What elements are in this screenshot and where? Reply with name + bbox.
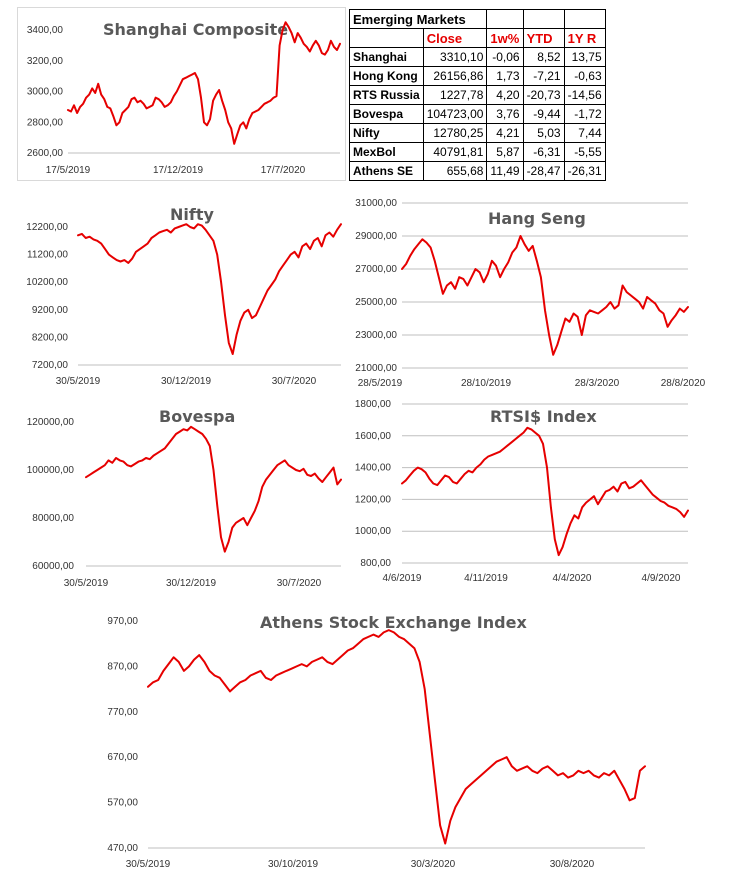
1w-value: 4,21 (487, 124, 523, 143)
1y-return-value: -5,55 (564, 143, 605, 162)
table-header-row (350, 29, 606, 48)
1w-value: 5,87 (487, 143, 523, 162)
y-tick-label: 970,00 (107, 616, 138, 627)
shanghai-title: Shanghai Composite (103, 20, 289, 39)
table-row (350, 162, 606, 181)
ytd-value: -28,47 (523, 162, 564, 181)
1y-return-value: -1,72 (564, 105, 605, 124)
hangseng-series-line (402, 236, 688, 355)
1w-value: -0,06 (487, 48, 523, 67)
athens-title: Athens Stock Exchange Index (260, 613, 527, 632)
x-tick-label: 30/3/2020 (410, 859, 456, 870)
y-tick-label: 770,00 (107, 706, 138, 718)
close-value: 655,68 (423, 162, 487, 181)
table-row (350, 143, 606, 162)
x-tick-label: 30/5/2019 (63, 578, 109, 589)
athens-plot (100, 605, 660, 885)
1w-value: 4,20 (487, 86, 523, 105)
y-tick-label: 11200,00 (27, 249, 68, 261)
y-tick-label: 3000,00 (26, 86, 63, 98)
market-name: RTS Russia (350, 86, 424, 105)
y-tick-label: 3200,00 (26, 55, 63, 67)
y-tick-label: 10200,00 (26, 277, 68, 289)
table-empty-cell (564, 10, 605, 29)
rtsi-title: RTSI$ Index (490, 407, 597, 426)
y-tick-label: 120000,00 (26, 417, 74, 428)
table-empty-cell (487, 10, 523, 29)
market-name: Bovespa (350, 105, 424, 124)
1y-return-value: -14,56 (564, 86, 605, 105)
athens-series-line (148, 630, 645, 843)
x-tick-label: 30/10/2019 (267, 859, 319, 870)
ytd-value: -6,31 (523, 143, 564, 162)
y-tick-label: 12200,00 (26, 222, 68, 233)
rtsi-chart (350, 395, 695, 590)
hangseng-chart (350, 195, 706, 390)
ytd-value: 8,52 (523, 48, 564, 67)
bovespa-title: Bovespa (159, 407, 236, 426)
y-tick-label: 1000,00 (354, 526, 391, 538)
y-tick-label: 21000,00 (355, 363, 397, 374)
market-name: Hong Kong (350, 67, 424, 86)
close-value: 40791,81 (423, 143, 487, 162)
1w-value: 1,73 (487, 67, 523, 86)
y-tick-label: 670,00 (107, 752, 138, 764)
bovespa-plot (18, 400, 348, 592)
table-row (350, 86, 606, 105)
x-tick-label: 30/12/2019 (160, 376, 212, 387)
ytd-value: 5,03 (523, 124, 564, 143)
x-tick-label: 4/11/2019 (464, 573, 508, 584)
x-tick-label: 17/12/2019 (152, 165, 204, 176)
market-name: MexBol (350, 143, 424, 162)
market-name: Shanghai (350, 48, 424, 67)
nifty-title: Nifty (170, 205, 214, 224)
close-value: 3310,10 (423, 48, 487, 67)
table-empty-cell (350, 29, 424, 48)
header-1y-return: 1Y R (564, 29, 605, 48)
y-tick-label: 2600,00 (26, 148, 63, 159)
y-tick-label: 1600,00 (354, 430, 391, 442)
y-tick-label: 470,00 (107, 843, 138, 854)
emerging-markets-table (349, 9, 606, 181)
nifty-chart (18, 200, 348, 390)
table-row (350, 105, 606, 124)
header-ytd: YTD (523, 29, 564, 48)
table-row (350, 124, 606, 143)
header-close: Close (423, 29, 487, 48)
1y-return-value: -26,31 (564, 162, 605, 181)
x-tick-label: 30/12/2019 (165, 578, 217, 589)
x-tick-label: 4/6/2019 (382, 573, 422, 584)
y-tick-label: 27000,00 (355, 264, 397, 275)
bovespa-chart (18, 400, 348, 592)
x-tick-label: 28/8/2020 (660, 378, 706, 389)
y-tick-label: 2800,00 (26, 117, 63, 129)
x-tick-label: 17/5/2019 (45, 165, 91, 176)
x-tick-label: 17/7/2020 (260, 165, 306, 176)
bovespa-series-line (86, 427, 341, 552)
y-tick-label: 800,00 (360, 558, 391, 569)
rtsi-plot (350, 395, 695, 590)
close-value: 12780,25 (423, 124, 487, 143)
y-tick-label: 570,00 (107, 797, 138, 809)
y-tick-label: 9200,00 (31, 304, 68, 316)
x-tick-label: 28/5/2019 (357, 378, 403, 389)
table-row (350, 67, 606, 86)
x-tick-label: 30/5/2019 (55, 376, 101, 387)
header-1w: 1w% (487, 29, 523, 48)
y-tick-label: 23000,00 (355, 330, 397, 341)
y-tick-label: 25000,00 (355, 297, 397, 308)
x-tick-label: 28/10/2019 (460, 378, 512, 389)
y-tick-label: 1200,00 (354, 494, 391, 506)
1y-return-value: -0,63 (564, 67, 605, 86)
y-tick-label: 80000,00 (32, 513, 74, 524)
y-tick-label: 3400,00 (26, 25, 63, 36)
y-tick-label: 1400,00 (354, 462, 391, 474)
1y-return-value: 7,44 (564, 124, 605, 143)
y-tick-label: 29000,00 (355, 231, 397, 242)
x-tick-label: 30/5/2019 (125, 859, 171, 870)
y-tick-label: 1800,00 (354, 399, 391, 410)
nifty-series-line (78, 224, 341, 354)
x-tick-label: 28/3/2020 (574, 378, 620, 389)
1w-value: 3,76 (487, 105, 523, 124)
x-tick-label: 4/4/2020 (552, 573, 592, 584)
y-tick-label: 8200,00 (31, 332, 68, 344)
x-tick-label: 4/9/2020 (641, 573, 681, 584)
shanghai-plot (18, 8, 344, 180)
rtsi-series-line (402, 428, 688, 555)
y-tick-label: 100000,00 (26, 465, 74, 476)
shanghai-series-line (68, 22, 340, 144)
table-empty-cell (523, 10, 564, 29)
close-value: 26156,86 (423, 67, 487, 86)
close-value: 104723,00 (423, 105, 487, 124)
ytd-value: -9,44 (523, 105, 564, 124)
hangseng-plot (350, 195, 706, 390)
nifty-plot (18, 200, 348, 390)
x-tick-label: 30/8/2020 (549, 859, 595, 870)
athens-chart (100, 605, 660, 885)
1w-value: 11,49 (487, 162, 523, 181)
x-tick-label: 30/7/2020 (271, 376, 317, 387)
ytd-value: -7,21 (523, 67, 564, 86)
shanghai-chart (18, 8, 344, 180)
table-title: Emerging Markets (350, 10, 487, 29)
y-tick-label: 7200,00 (31, 360, 68, 371)
table-row (350, 48, 606, 67)
y-tick-label: 60000,00 (32, 561, 74, 572)
table-title-row (350, 10, 606, 29)
y-tick-label: 870,00 (107, 661, 138, 673)
market-name: Athens SE (350, 162, 424, 181)
close-value: 1227,78 (423, 86, 487, 105)
ytd-value: -20,73 (523, 86, 564, 105)
1y-return-value: 13,75 (564, 48, 605, 67)
hangseng-title: Hang Seng (488, 209, 586, 228)
x-tick-label: 30/7/2020 (276, 578, 322, 589)
market-name: Nifty (350, 124, 424, 143)
y-tick-label: 31000,00 (355, 198, 397, 209)
